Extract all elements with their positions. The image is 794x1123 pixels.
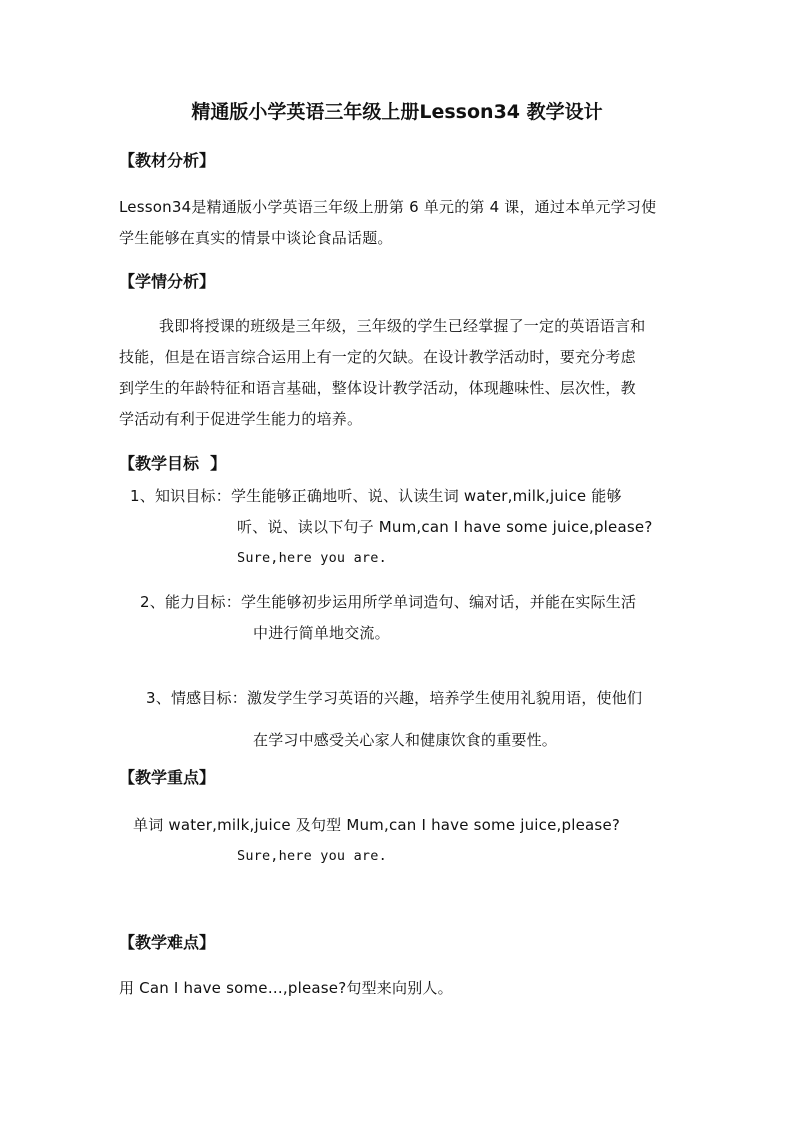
section-heading-students: 【学情分析】 — [119, 272, 216, 291]
objective-emotion-line: 在学习中感受关心家人和健康饮食的重要性。 — [253, 731, 558, 749]
paragraph-line: 技能，但是在语言综合运用上有一定的欠缺。在设计教学活动时，要充分考虑 — [119, 348, 636, 366]
objective-emotion-line: 3、情感目标：激发学生学习英语的兴趣，培养学生使用礼貌用语，使他们 — [146, 689, 643, 707]
section-heading-objectives: 【教学目标 】 — [119, 454, 227, 473]
section-heading-difficulties: 【教学难点】 — [119, 933, 216, 952]
paragraph-line: 到学生的年龄特征和语言基础，整体设计教学活动，体现趣味性、层次性，教 — [119, 379, 636, 397]
paragraph-line: Lesson34是精通版小学英语三年级上册第 6 单元的第 4 课，通过本单元学习使 — [119, 198, 657, 216]
objective-ability-line: 2、能力目标：学生能够初步运用所学单词造句、编对话，并能在实际生活 — [140, 593, 637, 611]
section-heading-materials: 【教材分析】 — [119, 151, 216, 170]
key-points-line: 单词 water,milk,juice 及句型 Mum,can I have some juice,please? — [133, 816, 621, 834]
objective-knowledge-line: Sure,here you are. — [237, 550, 387, 566]
key-points-line: Sure,here you are. — [237, 848, 387, 864]
objective-knowledge-line: 听、说、读以下句子 Mum,can I have some juice,please? — [237, 518, 653, 536]
objective-knowledge-line: 1、知识目标：学生能够正确地听、说、认读生词 water,milk,juice 能够 — [130, 487, 622, 505]
section-heading-key-points: 【教学重点】 — [119, 768, 216, 787]
paragraph-line: 学生能够在真实的情景中谈论食品话题。 — [119, 229, 393, 247]
document-title: 精通版小学英语三年级上册Lesson34 教学设计 — [191, 101, 603, 123]
objective-ability-line: 中进行简单地交流。 — [253, 624, 390, 642]
difficulties-line: 用 Can I have some…,please?句型来向别人。 — [119, 979, 453, 997]
paragraph-line: 学活动有利于促进学生能力的培养。 — [119, 410, 363, 428]
paragraph-line: 我即将授课的班级是三年级，三年级的学生已经掌握了一定的英语语言和 — [159, 317, 646, 335]
